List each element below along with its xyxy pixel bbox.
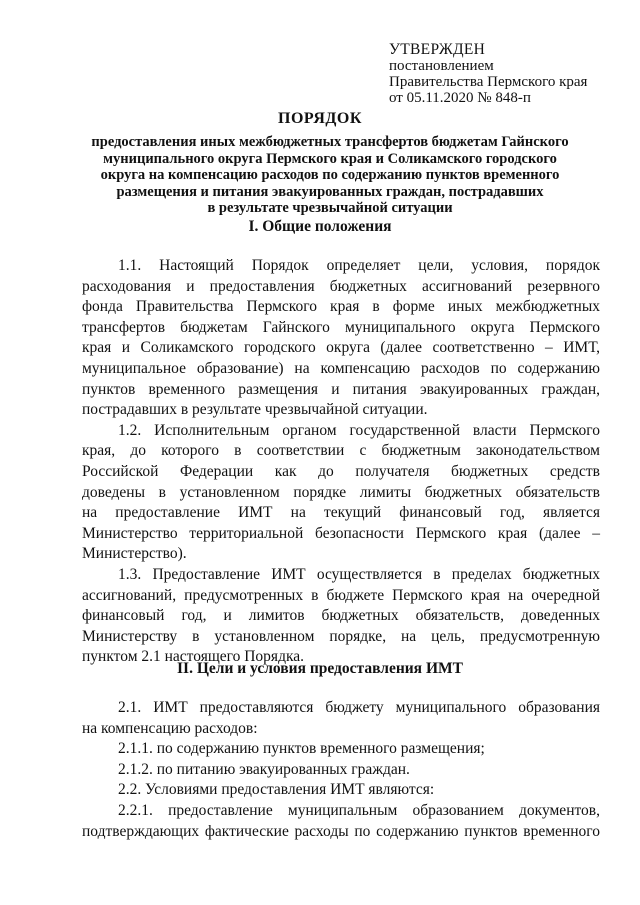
paragraph-line: 2.1. ИМТ предоставляются бюджету муниципального образования bbox=[118, 699, 600, 716]
approval-line: Правительства Пермского края bbox=[389, 74, 588, 90]
section-1-text bbox=[82, 256, 600, 668]
section-2-text bbox=[82, 698, 600, 842]
paragraph-line: пострадавших в результате чрезвычайной ситуации. bbox=[82, 401, 428, 419]
approval-line: постановлением bbox=[389, 58, 494, 74]
paragraph-line: на компенсацию расходов: bbox=[82, 719, 258, 737]
paragraph-line: на предоставление ИМТ на текущий финансовый год, является bbox=[82, 504, 600, 522]
subtitle-line: муниципального округа Пермского края и Соликамского городского bbox=[103, 150, 557, 167]
paragraph-line: расходования и предоставления бюджетных ассигнований резервного bbox=[82, 277, 600, 295]
paragraph-line: 2.2. Условиями предоставления ИМТ являются: bbox=[118, 781, 435, 799]
subtitle-line: размещения и питания эвакуированных граждан, пострадавших bbox=[116, 183, 544, 200]
section-heading-1: I. Общие положения bbox=[248, 218, 392, 235]
document-title: ПОРЯДОК bbox=[278, 110, 362, 127]
paragraph-line: финансовый год, и лимитов бюджетных обязательств, доведенных bbox=[82, 607, 600, 625]
paragraph-line: Министерство территориальной безопасности Пермского края (далее – bbox=[82, 524, 600, 542]
paragraph-line: 1.1. Настоящий Порядок определяет цели, условия, порядок bbox=[118, 257, 600, 274]
paragraph-line: Министерству в установленном порядке, на цель, предусмотренную bbox=[82, 627, 600, 645]
paragraph-line: доведены в установленном порядке лимиты бюджетных обязательств bbox=[82, 483, 600, 501]
paragraph-line: Министерство). bbox=[82, 545, 187, 563]
paragraph-line: Российской Федерации как до получателя бюджетных средств bbox=[82, 462, 600, 480]
paragraph-line: края и Соликамского городского округа (далее соответственно – ИМТ, bbox=[82, 339, 600, 357]
subtitle-line: предоставления иных межбюджетных трансфертов бюджетам Гайнского bbox=[91, 134, 569, 150]
paragraph-line: 1.3. Предоставление ИМТ осуществляется в пределах бюджетных bbox=[118, 565, 600, 583]
paragraph-line: трансфертов бюджетам Гайнского муниципального округа Пермского bbox=[82, 318, 600, 336]
approval-date-line: от 05.11.2020 № 848-п bbox=[389, 90, 531, 106]
paragraph-line: подтверждающих фактические расходы по содержанию пунктов временного bbox=[82, 822, 600, 840]
section-heading-2: II. Цели и условия предоставления ИМТ bbox=[177, 660, 463, 677]
subtitle-line: в результате чрезвычайной ситуации bbox=[207, 200, 453, 216]
document-subtitle bbox=[80, 134, 580, 217]
paragraph-line: муниципальное образование) на компенсацию расходов по содержанию bbox=[82, 359, 600, 377]
subtitle-line: округа на компенсацию расходов по содержанию пунктов временного bbox=[100, 167, 560, 183]
paragraph-line: 1.2. Исполнительным органом государственной власти Пермского bbox=[118, 421, 600, 439]
paragraph-line: фонда Правительства Пермского края в форме иных межбюджетных bbox=[82, 298, 600, 316]
approval-stamp bbox=[389, 42, 587, 106]
paragraph-line: пунктом 2.1 настоящего Порядка. bbox=[82, 648, 305, 666]
paragraph-line: 2.2.1. предоставление муниципальным образованием документов, bbox=[118, 801, 600, 819]
paragraph-line: 2.1.2. по питанию эвакуированных граждан. bbox=[118, 760, 410, 778]
paragraph-line: пунктов временного размещения и питания эвакуированных граждан, bbox=[82, 380, 600, 398]
paragraph-line: ассигнований, предусмотренных в бюджете Пермского края на очередной bbox=[82, 586, 600, 604]
paragraph-line: 2.1.1. по содержанию пунктов временного размещения; bbox=[118, 740, 485, 758]
approval-heading: УТВЕРЖДЕН bbox=[389, 41, 486, 58]
paragraph-line: края, до которого в соответствии с бюджетным законодательством bbox=[82, 442, 600, 460]
